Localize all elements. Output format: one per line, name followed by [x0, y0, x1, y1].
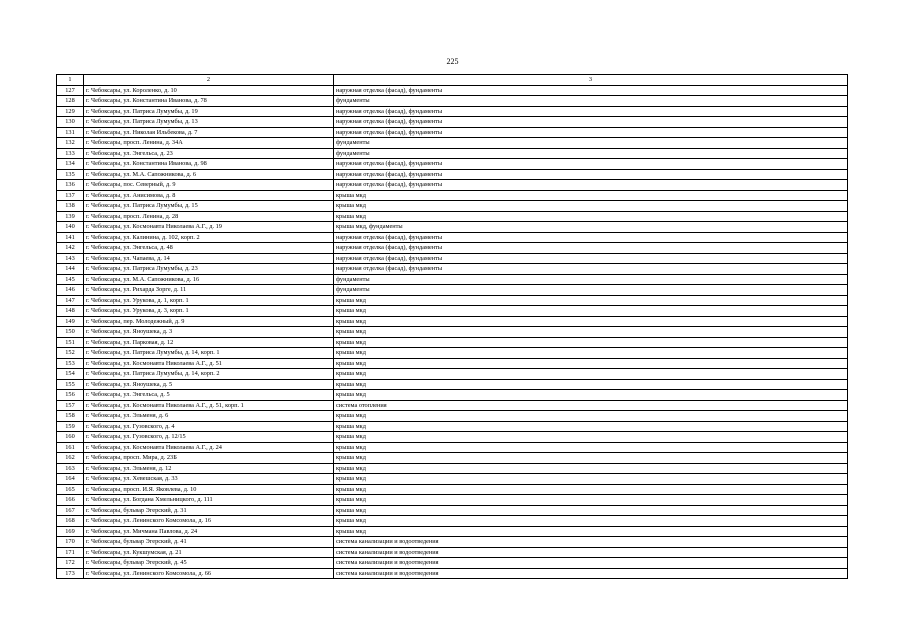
table-row	[57, 274, 848, 285]
table-row	[57, 138, 848, 149]
table-row	[57, 411, 848, 422]
row-number: 149	[57, 316, 84, 327]
row-work-type: крыша мкд	[334, 411, 848, 422]
table-row	[57, 232, 848, 243]
row-address: г. Чебоксары, ул. Ленинского Комсомола, д. 16	[84, 516, 334, 527]
row-address: г. Чебоксары, ул. Эльменя, д. 6	[84, 411, 334, 422]
row-address: г. Чебоксары, бульвар Эгерский, д. 45	[84, 558, 334, 569]
table-row	[57, 316, 848, 327]
table-row	[57, 432, 848, 443]
row-number: 151	[57, 337, 84, 348]
row-address: г. Чебоксары, пер. Молодежный, д. 9	[84, 316, 334, 327]
row-address: г. Чебоксары, ул. Анисимова, д. 8	[84, 190, 334, 201]
table-row	[57, 243, 848, 254]
row-work-type: фундаменты	[334, 285, 848, 296]
row-address: г. Чебоксары, ул. Энгельса, д. 23	[84, 148, 334, 159]
table-row	[57, 306, 848, 317]
table-row	[57, 390, 848, 401]
table-row	[57, 484, 848, 495]
row-number: 139	[57, 211, 84, 222]
table-row	[57, 201, 848, 212]
row-work-type: крыша мкд	[334, 379, 848, 390]
row-address: г. Чебоксары, ул. Космонавта Николаева А.Г., д. 51, корп. 1	[84, 400, 334, 411]
row-work-type: крыша мкд	[334, 495, 848, 506]
page-number: 225	[446, 57, 459, 66]
table-row	[57, 400, 848, 411]
row-address: г. Чебоксары, пос. Северный, д. 9	[84, 180, 334, 191]
row-number: 152	[57, 348, 84, 359]
row-number: 158	[57, 411, 84, 422]
row-work-type: крыша мкд	[334, 306, 848, 317]
row-address: г. Чебоксары, ул. Парковая, д. 12	[84, 337, 334, 348]
row-number: 134	[57, 159, 84, 170]
row-address: г. Чебоксары, ул. Энгельса, д. 5	[84, 390, 334, 401]
row-number: 156	[57, 390, 84, 401]
column-header-2: 2	[84, 75, 334, 86]
table-row	[57, 421, 848, 432]
row-work-type: крыша мкд, фундаменты	[334, 222, 848, 233]
row-address: г. Чебоксары, ул. Эльменя, д. 12	[84, 463, 334, 474]
row-number: 133	[57, 148, 84, 159]
table-row	[57, 537, 848, 548]
row-number: 170	[57, 537, 84, 548]
table-row	[57, 547, 848, 558]
row-work-type: наружная отделка (фасад), фундаменты	[334, 169, 848, 180]
row-number: 147	[57, 295, 84, 306]
row-number: 173	[57, 568, 84, 579]
row-address: г. Чебоксары, ул. Космонавта Николаева А.Г., д. 24	[84, 442, 334, 453]
row-number: 145	[57, 274, 84, 285]
table-row	[57, 169, 848, 180]
row-work-type: крыша мкд	[334, 190, 848, 201]
row-address: г. Чебоксары, ул. Патриса Лумумбы, д. 14, корп. 2	[84, 369, 334, 380]
row-work-type: крыша мкд	[334, 201, 848, 212]
table-row	[57, 442, 848, 453]
row-work-type: наружная отделка (фасад), фундаменты	[334, 159, 848, 170]
row-work-type: крыша мкд	[334, 516, 848, 527]
row-work-type: наружная отделка (фасад), фундаменты	[334, 264, 848, 275]
table-row	[57, 516, 848, 527]
row-address: г. Чебоксары, ул. Урукова, д. 1, корп. 1	[84, 295, 334, 306]
table-row	[57, 264, 848, 275]
row-number: 160	[57, 432, 84, 443]
row-number: 161	[57, 442, 84, 453]
row-number: 168	[57, 516, 84, 527]
row-work-type: фундаменты	[334, 138, 848, 149]
row-address: г. Чебоксары, ул. Рихарда Зорге, д. 11	[84, 285, 334, 296]
table-row	[57, 190, 848, 201]
row-address: г. Чебоксары, бульвар Эгерский, д. 31	[84, 505, 334, 516]
row-work-type: наружная отделка (фасад), фундаменты	[334, 117, 848, 128]
row-address: г. Чебоксары, просп. Ленина, д. 28	[84, 211, 334, 222]
data-table	[56, 74, 848, 579]
table-row	[57, 211, 848, 222]
row-address: г. Чебоксары, ул. Космонавта Николаева А.Г., д. 51	[84, 358, 334, 369]
row-number: 167	[57, 505, 84, 516]
table-row	[57, 463, 848, 474]
row-number: 143	[57, 253, 84, 264]
row-number: 135	[57, 169, 84, 180]
row-work-type: фундаменты	[334, 96, 848, 107]
table-body	[57, 85, 848, 579]
row-number: 159	[57, 421, 84, 432]
table-row	[57, 327, 848, 338]
row-address: г. Чебоксары, ул. М.А. Сапожникова, д. 16	[84, 274, 334, 285]
row-work-type: система канализации и водоотведения	[334, 558, 848, 569]
row-number: 132	[57, 138, 84, 149]
row-address: г. Чебоксары, ул. Патриса Лумумбы, д. 19	[84, 106, 334, 117]
row-work-type: крыша мкд	[334, 390, 848, 401]
row-number: 164	[57, 474, 84, 485]
row-number: 155	[57, 379, 84, 390]
row-work-type: крыша мкд	[334, 432, 848, 443]
row-address: г. Чебоксары, ул. Патриса Лумумбы, д. 23	[84, 264, 334, 275]
row-number: 148	[57, 306, 84, 317]
row-address: г. Чебоксары, бульвар Эгерский, д. 41	[84, 537, 334, 548]
row-number: 171	[57, 547, 84, 558]
row-address: г. Чебоксары, просп. И.Я. Яковлева, д. 10	[84, 484, 334, 495]
table-row	[57, 222, 848, 233]
row-work-type: крыша мкд	[334, 463, 848, 474]
table-row	[57, 358, 848, 369]
row-number: 130	[57, 117, 84, 128]
row-number: 169	[57, 526, 84, 537]
row-number: 128	[57, 96, 84, 107]
table-row	[57, 285, 848, 296]
row-number: 153	[57, 358, 84, 369]
row-work-type: наружная отделка (фасад), фундаменты	[334, 106, 848, 117]
row-number: 157	[57, 400, 84, 411]
row-address: г. Чебоксары, ул. Космонавта Николаева А.Г., д. 19	[84, 222, 334, 233]
row-address: г. Чебоксары, ул. Николая Ильбекова, д. 7	[84, 127, 334, 138]
row-number: 154	[57, 369, 84, 380]
row-address: г. Чебоксары, ул. Гузовского, д. 12/15	[84, 432, 334, 443]
row-work-type: крыша мкд	[334, 484, 848, 495]
row-work-type: крыша мкд	[334, 348, 848, 359]
table-row	[57, 127, 848, 138]
row-address: г. Чебоксары, ул. Хевешская, д. 33	[84, 474, 334, 485]
table-row	[57, 106, 848, 117]
row-address: г. Чебоксары, ул. Короленко, д. 10	[84, 85, 334, 96]
row-work-type: крыша мкд	[334, 453, 848, 464]
table-row	[57, 505, 848, 516]
row-address: г. Чебоксары, ул. Энгельса, д. 48	[84, 243, 334, 254]
row-number: 140	[57, 222, 84, 233]
row-number: 165	[57, 484, 84, 495]
row-work-type: система отопления	[334, 400, 848, 411]
table-row	[57, 379, 848, 390]
row-work-type: наружная отделка (фасад), фундаменты	[334, 232, 848, 243]
row-work-type: система канализации и водоотведения	[334, 547, 848, 558]
row-work-type: крыша мкд	[334, 211, 848, 222]
table-row	[57, 348, 848, 359]
row-address: г. Чебоксары, ул. М.А. Сапожникова, д. 6	[84, 169, 334, 180]
row-work-type: крыша мкд	[334, 526, 848, 537]
row-work-type: наружная отделка (фасад), фундаменты	[334, 85, 848, 96]
row-number: 146	[57, 285, 84, 296]
column-header-1: 1	[57, 75, 84, 86]
row-number: 138	[57, 201, 84, 212]
table-row	[57, 568, 848, 579]
row-work-type: фундаменты	[334, 274, 848, 285]
table-row	[57, 148, 848, 159]
row-address: г. Чебоксары, ул. Богдана Хмельницкого, д. 111	[84, 495, 334, 506]
row-work-type: наружная отделка (фасад), фундаменты	[334, 127, 848, 138]
row-number: 150	[57, 327, 84, 338]
row-work-type: крыша мкд	[334, 505, 848, 516]
table-row	[57, 180, 848, 191]
row-number: 137	[57, 190, 84, 201]
table-row	[57, 337, 848, 348]
row-address: г. Чебоксары, ул. Патриса Лумумбы, д. 14, корп. 1	[84, 348, 334, 359]
table-row	[57, 453, 848, 464]
row-number: 141	[57, 232, 84, 243]
row-work-type: наружная отделка (фасад), фундаменты	[334, 180, 848, 191]
row-number: 166	[57, 495, 84, 506]
row-work-type: система канализации и водоотведения	[334, 537, 848, 548]
row-number: 172	[57, 558, 84, 569]
row-number: 131	[57, 127, 84, 138]
row-work-type: крыша мкд	[334, 474, 848, 485]
row-number: 142	[57, 243, 84, 254]
row-address: г. Чебоксары, просп. Мира, д. 23Б	[84, 453, 334, 464]
row-work-type: крыша мкд	[334, 337, 848, 348]
row-work-type: крыша мкд	[334, 316, 848, 327]
row-number: 162	[57, 453, 84, 464]
row-work-type: фундаменты	[334, 148, 848, 159]
row-work-type: наружная отделка (фасад), фундаменты	[334, 253, 848, 264]
table-row	[57, 474, 848, 485]
row-address: г. Чебоксары, ул. Патриса Лумумбы, д. 13	[84, 117, 334, 128]
row-address: г. Чебоксары, ул. Ленинского Комсомола, д. 66	[84, 568, 334, 579]
row-number: 144	[57, 264, 84, 275]
row-number: 136	[57, 180, 84, 191]
table-row	[57, 526, 848, 537]
table-row	[57, 558, 848, 569]
row-number: 163	[57, 463, 84, 474]
header-row	[57, 75, 848, 86]
row-work-type: система канализации и водоотведения	[334, 568, 848, 579]
row-number: 127	[57, 85, 84, 96]
row-address: г. Чебоксары, ул. Кукшумская, д. 21	[84, 547, 334, 558]
row-work-type: крыша мкд	[334, 421, 848, 432]
row-address: г. Чебоксары, ул. Чапаева, д. 14	[84, 253, 334, 264]
row-address: г. Чебоксары, ул. Мичмана Павлова, д. 24	[84, 526, 334, 537]
column-header-3: 3	[334, 75, 848, 86]
table-row	[57, 159, 848, 170]
row-address: г. Чебоксары, ул. Яноушека, д. 5	[84, 379, 334, 390]
table-row	[57, 369, 848, 380]
row-work-type: крыша мкд	[334, 358, 848, 369]
row-address: г. Чебоксары, ул. Константина Иванова, д. 98	[84, 159, 334, 170]
row-address: г. Чебоксары, ул. Яноушека, д. 3	[84, 327, 334, 338]
row-work-type: крыша мкд	[334, 295, 848, 306]
row-work-type: крыша мкд	[334, 442, 848, 453]
row-address: г. Чебоксары, просп. Ленина, д. 34А	[84, 138, 334, 149]
table-row	[57, 495, 848, 506]
table-row	[57, 85, 848, 96]
row-address: г. Чебоксары, ул. Урукова, д. 3, корп. 1	[84, 306, 334, 317]
table-row	[57, 295, 848, 306]
row-address: г. Чебоксары, ул. Константина Иванова, д. 78	[84, 96, 334, 107]
table-row	[57, 96, 848, 107]
row-work-type: наружная отделка (фасад), фундаменты	[334, 243, 848, 254]
row-address: г. Чебоксары, ул. Патриса Лумумбы, д. 15	[84, 201, 334, 212]
row-address: г. Чебоксары, ул. Гузовского, д. 4	[84, 421, 334, 432]
row-work-type: крыша мкд	[334, 369, 848, 380]
row-address: г. Чебоксары, ул. Калинина, д. 102, корп. 2	[84, 232, 334, 243]
row-work-type: крыша мкд	[334, 327, 848, 338]
table-row	[57, 253, 848, 264]
row-number: 129	[57, 106, 84, 117]
table-row	[57, 117, 848, 128]
